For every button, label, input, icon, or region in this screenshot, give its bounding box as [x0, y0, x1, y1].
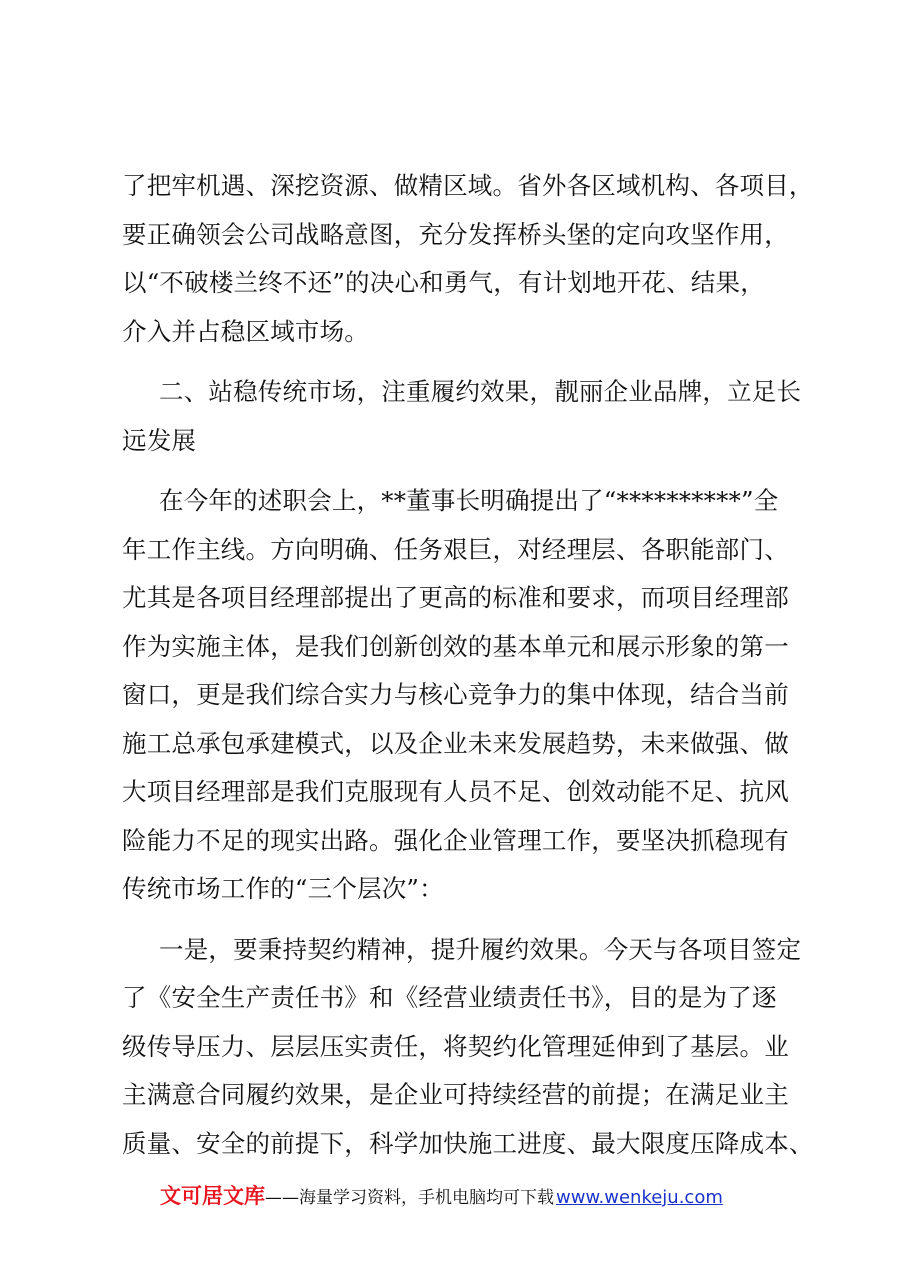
paragraph-gap [122, 914, 812, 926]
text-line: 质量、安全的前提下，科学加快施工进度、最大限度压降成本、 [122, 1128, 814, 1158]
text-line: 二、站稳传统市场，注重履约效果，靓丽企业品牌，立足长 [159, 377, 802, 406]
footer-brand: 文可居文库 [160, 1184, 265, 1208]
text-line: 主满意合同履约效果，是企业可持续经营的前提；在满足业主 [122, 1080, 789, 1109]
paragraph-3 [122, 477, 812, 914]
document-body [122, 162, 812, 1168]
text-line: 施工总承包承建模式，以及企业未来发展趋势，未来做强、做 [122, 728, 789, 758]
text-line: 窗口，更是我们综合实力与核心竞争力的集中体现，结合当前 [122, 680, 789, 709]
text-line: 介入并占稳区域市场。 [122, 316, 369, 346]
text-line: 大项目经理部是我们克服现有人员不足、创效动能不足、抗风 [122, 777, 789, 806]
paragraph-4 [122, 926, 812, 1169]
text-line: 要正确领会公司战略意图，充分发挥桥头堡的定向攻坚作用， [122, 219, 789, 249]
paragraph-gap [122, 356, 812, 368]
footer-watermark [160, 1180, 840, 1216]
text-line: 险能力不足的现实出路。强化企业管理工作，要坚决抓稳现有 [122, 825, 789, 855]
section-heading [122, 368, 812, 465]
footer-dash: —— [265, 1188, 299, 1208]
text-line: 以“不破楼兰终不还”的决心和勇气，有计划地开花、结果， [122, 268, 765, 297]
footer-slogan: 海量学习资料，手机电脑均可下载 [299, 1188, 554, 1208]
text-line: 年工作主线。方向明确、任务艰巨，对经理层、各职能部门、 [122, 534, 789, 564]
text-line: 一是，要秉持契约精神，提升履约效果。今天与各项目签定 [159, 934, 802, 964]
text-line: 传统市场工作的“三个层次”： [122, 874, 444, 903]
footer-link[interactable]: www.wenkeju.com [556, 1187, 723, 1208]
text-line: 作为实施主体，是我们创新创效的基本单元和展示形象的第一 [122, 631, 789, 661]
paragraph-1 [122, 162, 812, 356]
text-line: 尤其是各项目经理部提出了更高的标准和要求，而项目经理部 [122, 583, 789, 612]
text-line: 级传导压力、层层压实责任，将契约化管理延伸到了基层。业 [122, 1031, 789, 1061]
text-line: 了把牢机遇、深挖资源、做精区域。省外各区域机构、各项目， [122, 171, 814, 200]
text-line: 远发展 [122, 425, 197, 455]
text-line: 了《安全生产责任书》和《经营业绩责任书》，目的是为了逐 [122, 983, 777, 1012]
text-line: 在今年的述职会上，**董事长明确提出了“**********”全 [159, 486, 779, 515]
paragraph-gap [122, 465, 812, 477]
